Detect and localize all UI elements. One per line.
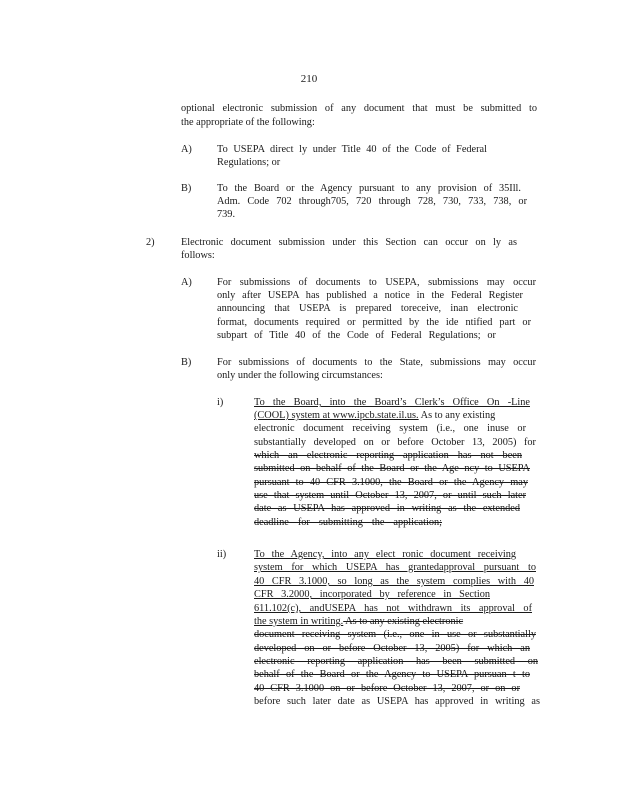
item-ii-line-3: 40 CFR 3.1000, so long as the system complies with 40 bbox=[254, 576, 534, 587]
item-ii-line-5: 611.102(c), andUSEPA has not withdrawn its approval of bbox=[254, 603, 532, 614]
item-2b-line-1: For submissions of documents to the State, submissions may occur bbox=[217, 357, 536, 368]
intro-line-2: the appropriate of the following: bbox=[181, 117, 315, 128]
item-2-line-2: follows: bbox=[181, 250, 215, 261]
item-1a-line-2: Regulations; or bbox=[217, 157, 281, 168]
item-2a-line-5: subpart of Title 40 of the Code of Federal Regulations; or bbox=[217, 330, 496, 341]
item-ii-deleted-line-8: developed on or before October 13, 2005) for which an bbox=[254, 643, 530, 654]
item-ii-line-6-text: the system in writing. bbox=[254, 616, 344, 627]
item-i-line-3: electronic document receiving system (i.e., one inuse or bbox=[254, 423, 526, 434]
item-ii-line-4: CFR 3.2000, incorporated by reference in Section bbox=[254, 589, 490, 600]
item-2a-line-2: only after USEPA has published a notice in the Federal Register bbox=[217, 290, 523, 301]
item-ii-deleted-line-10: behalf of the Board or the Agency to USEPA pursuan t to bbox=[254, 669, 530, 680]
item-i-deleted-line-7: pursuant to 40 CFR 3.1000, the Board or the Agency may bbox=[254, 477, 528, 488]
item-2a-line-4: format, documents required or permitted by the ide ntified part or bbox=[217, 317, 531, 328]
item-2a-line-1: For submissions of documents to USEPA, submissions may occur bbox=[217, 277, 536, 288]
item-2-line-1: Electronic document submission under this Section can occur on ly as bbox=[181, 237, 517, 248]
item-ii-line-2: system for which USEPA has grantedapproval pursuant to bbox=[254, 562, 536, 573]
cool-system-text: (COOL) system at www.ipcb.state.il.us. bbox=[254, 410, 419, 421]
page-number: 210 bbox=[300, 73, 318, 85]
item-1b-line-1: To the Board or the Agency pursuant to any provision of 35Ill. bbox=[217, 183, 521, 194]
item-ii-line-1: To the Agency, into any elect ronic document receiving bbox=[254, 549, 516, 560]
item-ii-label: ii) bbox=[217, 549, 227, 560]
item-i-deleted-line-5: which an electronic reporting application has not been bbox=[254, 450, 522, 461]
item-1b-line-2: Adm. Code 702 through705, 720 through 728, 730, 733, 738, or bbox=[217, 196, 527, 207]
item-i-line-4: substantially developed on or before October 13, 2005) for bbox=[254, 437, 536, 448]
item-i-deleted-line-8: use that system until October 13, 2007, or until such later bbox=[254, 490, 526, 501]
item-2b-line-2: only under the following circumstances: bbox=[217, 370, 383, 381]
item-1b-line-3: 739. bbox=[217, 209, 236, 220]
item-2b-label: B) bbox=[181, 357, 192, 368]
item-ii-deleted-line-11: 40 CFR 3.1000 on or before October 13, 2007, or on or bbox=[254, 683, 520, 694]
item-ii-deleted-line-7: document receiving system (i.e., one in use or substantially bbox=[254, 629, 536, 640]
item-i-deleted-line-9: date as USEPA has approved in writing as the extended bbox=[254, 503, 520, 514]
item-ii-deleted-line-9: electronic reporting application has been submitted on bbox=[254, 656, 538, 667]
item-2-label: 2) bbox=[146, 237, 155, 248]
item-ii-line-6-deleted: As to any existing electronic bbox=[343, 616, 464, 627]
intro-line-1: optional electronic submission of any document that must be submitted to bbox=[181, 103, 537, 114]
item-i-label: i) bbox=[217, 397, 224, 408]
item-2a-line-3: announcing that USEPA is prepared toreceive, inan electronic bbox=[217, 303, 518, 314]
item-1b-label: B) bbox=[181, 183, 192, 194]
item-ii-line-6 bbox=[254, 615, 536, 628]
item-i-deleted-line-6: submitted on behalf of the Board or the Age ncy to USEPA bbox=[254, 463, 530, 474]
item-ii-line-12: before such later date as USEPA has approved in writing as bbox=[254, 696, 540, 707]
item-2a-label: A) bbox=[181, 277, 192, 288]
item-1a-label: A) bbox=[181, 144, 192, 155]
item-i-line-1: To the Board, into the Board’s Clerk’s Office On -Line bbox=[254, 397, 530, 408]
item-i-line-2 bbox=[254, 409, 536, 422]
item-1a-line-1: To USEPA direct ly under Title 40 of the Code of Federal bbox=[217, 144, 487, 155]
item-i-deleted-line-10: deadline for submitting the application; bbox=[254, 517, 442, 528]
item-i-line-2-rest: As to any existing bbox=[418, 410, 496, 421]
